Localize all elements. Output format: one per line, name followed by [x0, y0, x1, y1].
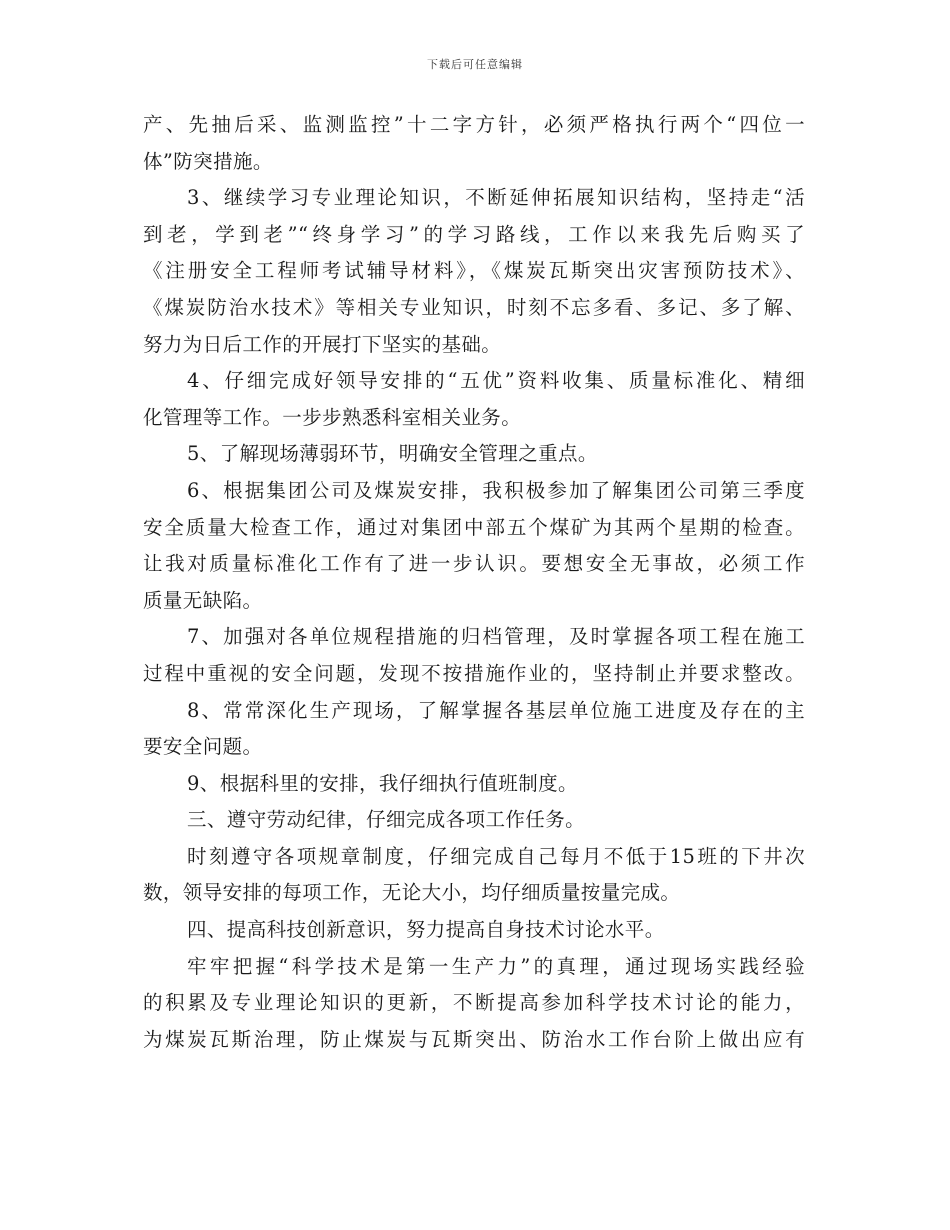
text-line: 体”防突措施。: [143, 149, 273, 173]
text-line: 4、仔细完成好领导安排的“五优”资料收集、质量标准化、精细: [187, 369, 805, 393]
text-line: 四、提高科技创新意识，努力提高自身技术讨论水平。: [187, 918, 665, 942]
text-line: 8、常常深化生产现场，了解掌握各基层单位施工进度及存在的主: [187, 698, 805, 722]
text-line: 化管理等工作。一步步熟悉科室相关业务。: [143, 405, 522, 429]
text-line: 质量无缺陷。: [143, 588, 263, 612]
text-line: 努力为日后工作的开展打下坚实的基础。: [143, 332, 502, 356]
text-line: 产、先抽后采、监测监控”十二字方针，必须严格执行两个“四位一: [143, 113, 805, 136]
text-line: 三、遵守劳动纪律，仔细完成各项工作任务。: [187, 808, 586, 832]
text-line: 时刻遵守各项规章制度，仔细完成自己每月不低于15班的下井次: [187, 844, 805, 868]
text-line: 牢牢把握“科学技术是第一生产力”的真理，通过现场实践经验: [187, 954, 805, 978]
text-line: 安全质量大检查工作，通过对集团中部五个煤矿为其两个星期的检查。: [143, 515, 805, 539]
text-line: 为煤炭瓦斯治理，防止煤炭与瓦斯突出、防治水工作台阶上做出应有: [143, 1027, 805, 1051]
text-line: 要安全问题。: [143, 735, 263, 759]
page-header: 下载后可任意编辑: [427, 58, 523, 71]
text-line: 9、根据科里的安排，我仔细执行值班制度。: [187, 771, 578, 795]
text-line: 5、了解现场薄弱环节，明确安全管理之重点。: [187, 442, 598, 466]
text-line: 让我对质量标准化工作有了进一步认识。要想安全无事故，必须工作: [143, 552, 805, 576]
text-line: 《煤炭防治水技术》等相关专业知识，时刻不忘多看、多记、多了解、: [143, 295, 805, 319]
text-line: 过程中重视的安全问题，发现不按措施作业的，坚持制止并要求整改。: [143, 661, 805, 685]
text-line: 6、根据集团公司及煤炭安排，我积极参加了解集团公司第三季度: [187, 478, 805, 502]
text-line: 数，领导安排的每项工作，无论大小，均仔细质量按量完成。: [143, 881, 681, 905]
text-line: 7、加强对各单位规程措施的归档管理，及时掌握各项工程在施工: [187, 625, 805, 649]
text-line: 的积累及专业理论知识的更新，不断提高参加科学技术讨论的能力，: [143, 991, 805, 1015]
text-line: 《注册安全工程师考试辅导材料》，《煤炭瓦斯突出灾害预防技术》、: [143, 259, 805, 283]
text-line: 到老，学到老”“终身学习”的学习路线，工作以来我先后购买了: [143, 222, 805, 246]
document-body: [143, 107, 805, 1058]
text-line: 3、继续学习专业理论知识，不断延伸拓展知识结构，坚持走“活: [187, 186, 805, 210]
